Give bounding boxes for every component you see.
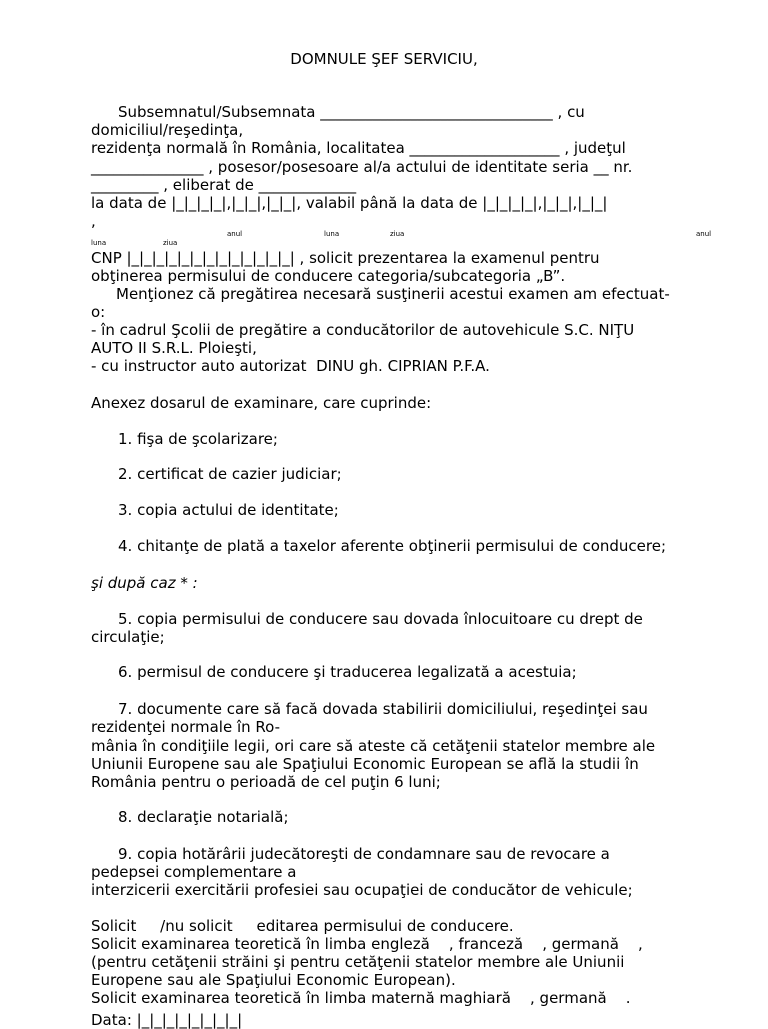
list-item-7-b: rezidenţei normale în Ro- <box>91 718 281 736</box>
caption-luna-1: luna <box>324 230 340 238</box>
list-item-7-c: mânia în condiţiile legii, ori care să ateste că cetăţenii statelor membre ale <box>91 737 656 755</box>
intro-line-2: domiciliul/reşedinţa, <box>91 121 244 139</box>
intro-line-1: Subsemnatul/Subsemnata _______________________________ , cu <box>118 103 585 121</box>
intro-line-3: rezidenţa normală în România, localitatea ____________________ , judeţul <box>91 139 626 157</box>
intro-line-7: , <box>91 212 96 230</box>
closing-line-3: (pentru cetăţenii străini şi pentru cetăţenii statelor membre ale Uniunii <box>91 953 625 971</box>
caption-ziua-2: ziua <box>163 239 178 247</box>
list-item-2: 2. certificat de cazier judiciar; <box>118 465 342 483</box>
mention-line-3: - în cadrul Şcolii de pregătire a conducătorilor de autovehicule S.C. NIŢU <box>91 321 635 339</box>
caption-anul-1: anul <box>227 230 243 238</box>
closing-line-5: Solicit examinarea teoretică în limba maternă maghiară , germană . <box>91 989 631 1007</box>
optional-heading: şi după caz * : <box>91 574 198 592</box>
date-field: Data: |_|_|_|_|_|_|_|_| <box>91 1011 243 1029</box>
page-title: DOMNULE ŞEF SERVICIU, <box>290 50 478 68</box>
list-item-7-a: 7. documente care să facă dovada stabilirii domiciliului, reşedinţei sau <box>118 700 648 718</box>
list-item-9-c: interzicerii exercitării profesiei sau ocupaţiei de conducător de vehicule; <box>91 881 633 899</box>
mention-line-2: o: <box>91 303 106 321</box>
caption-anul-2: anul <box>696 230 712 238</box>
list-item-7-d: Uniunii Europene sau ale Spaţiului Economic European se află la studii în <box>91 755 639 773</box>
caption-ziua-1: ziua <box>390 230 405 238</box>
list-item-3: 3. copia actului de identitate; <box>118 501 339 519</box>
list-item-9-b: pedepsei complementare a <box>91 863 297 881</box>
closing-line-4: Europene sau ale Spaţiului Economic European). <box>91 971 456 989</box>
mention-line-5: - cu instructor auto autorizat DINU gh. CIPRIAN P.F.A. <box>91 357 490 375</box>
list-item-5-a: 5. copia permisului de conducere sau dovada înlocuitoare cu drept de <box>118 610 643 628</box>
mention-line-4: AUTO II S.R.L. Ploieşti, <box>91 339 257 357</box>
intro-line-4: _______________ , posesor/posesoare al/a actului de identitate seria __ nr. <box>91 158 633 176</box>
mention-line-1: Menţionez că pregătirea necesară susţinerii acestui examen am efectuat- <box>116 285 670 303</box>
cnp-line: CNP |_|_|_|_|_|_|_|_|_|_|_|_|_| , solicit prezentarea la examenul pentru <box>91 249 600 267</box>
list-item-9-a: 9. copia hotărârii judecătoreşti de condamnare sau de revocare a <box>118 845 610 863</box>
closing-line-1: Solicit /nu solicit editarea permisului de conducere. <box>91 917 514 935</box>
intro-line-6-dates: la data de |_|_|_|_|,|_|_|,|_|_|, valabil până la data de |_|_|_|_|,|_|_|,|_|_| <box>91 194 608 212</box>
list-item-5-b: circulaţie; <box>91 628 165 646</box>
cnp-line-2: obţinerea permisului de conducere categoria/subcategoria „B”. <box>91 267 566 285</box>
list-item-1: 1. fişa de şcolarizare; <box>118 430 278 448</box>
list-item-4: 4. chitanţe de plată a taxelor aferente obţinerii permisului de conducere; <box>118 537 666 555</box>
list-item-8: 8. declaraţie notarială; <box>118 808 289 826</box>
intro-line-5: _________ , eliberat de _____________ <box>91 176 357 194</box>
annex-intro: Anexez dosarul de examinare, care cuprinde: <box>91 394 432 412</box>
caption-luna-2: luna <box>91 239 107 247</box>
list-item-7-e: România pentru o perioadă de cel puţin 6 luni; <box>91 773 441 791</box>
closing-line-2: Solicit examinarea teoretică în limba engleză , franceză , germană , <box>91 935 643 953</box>
list-item-6: 6. permisul de conducere şi traducerea legalizată a acestuia; <box>118 663 577 681</box>
